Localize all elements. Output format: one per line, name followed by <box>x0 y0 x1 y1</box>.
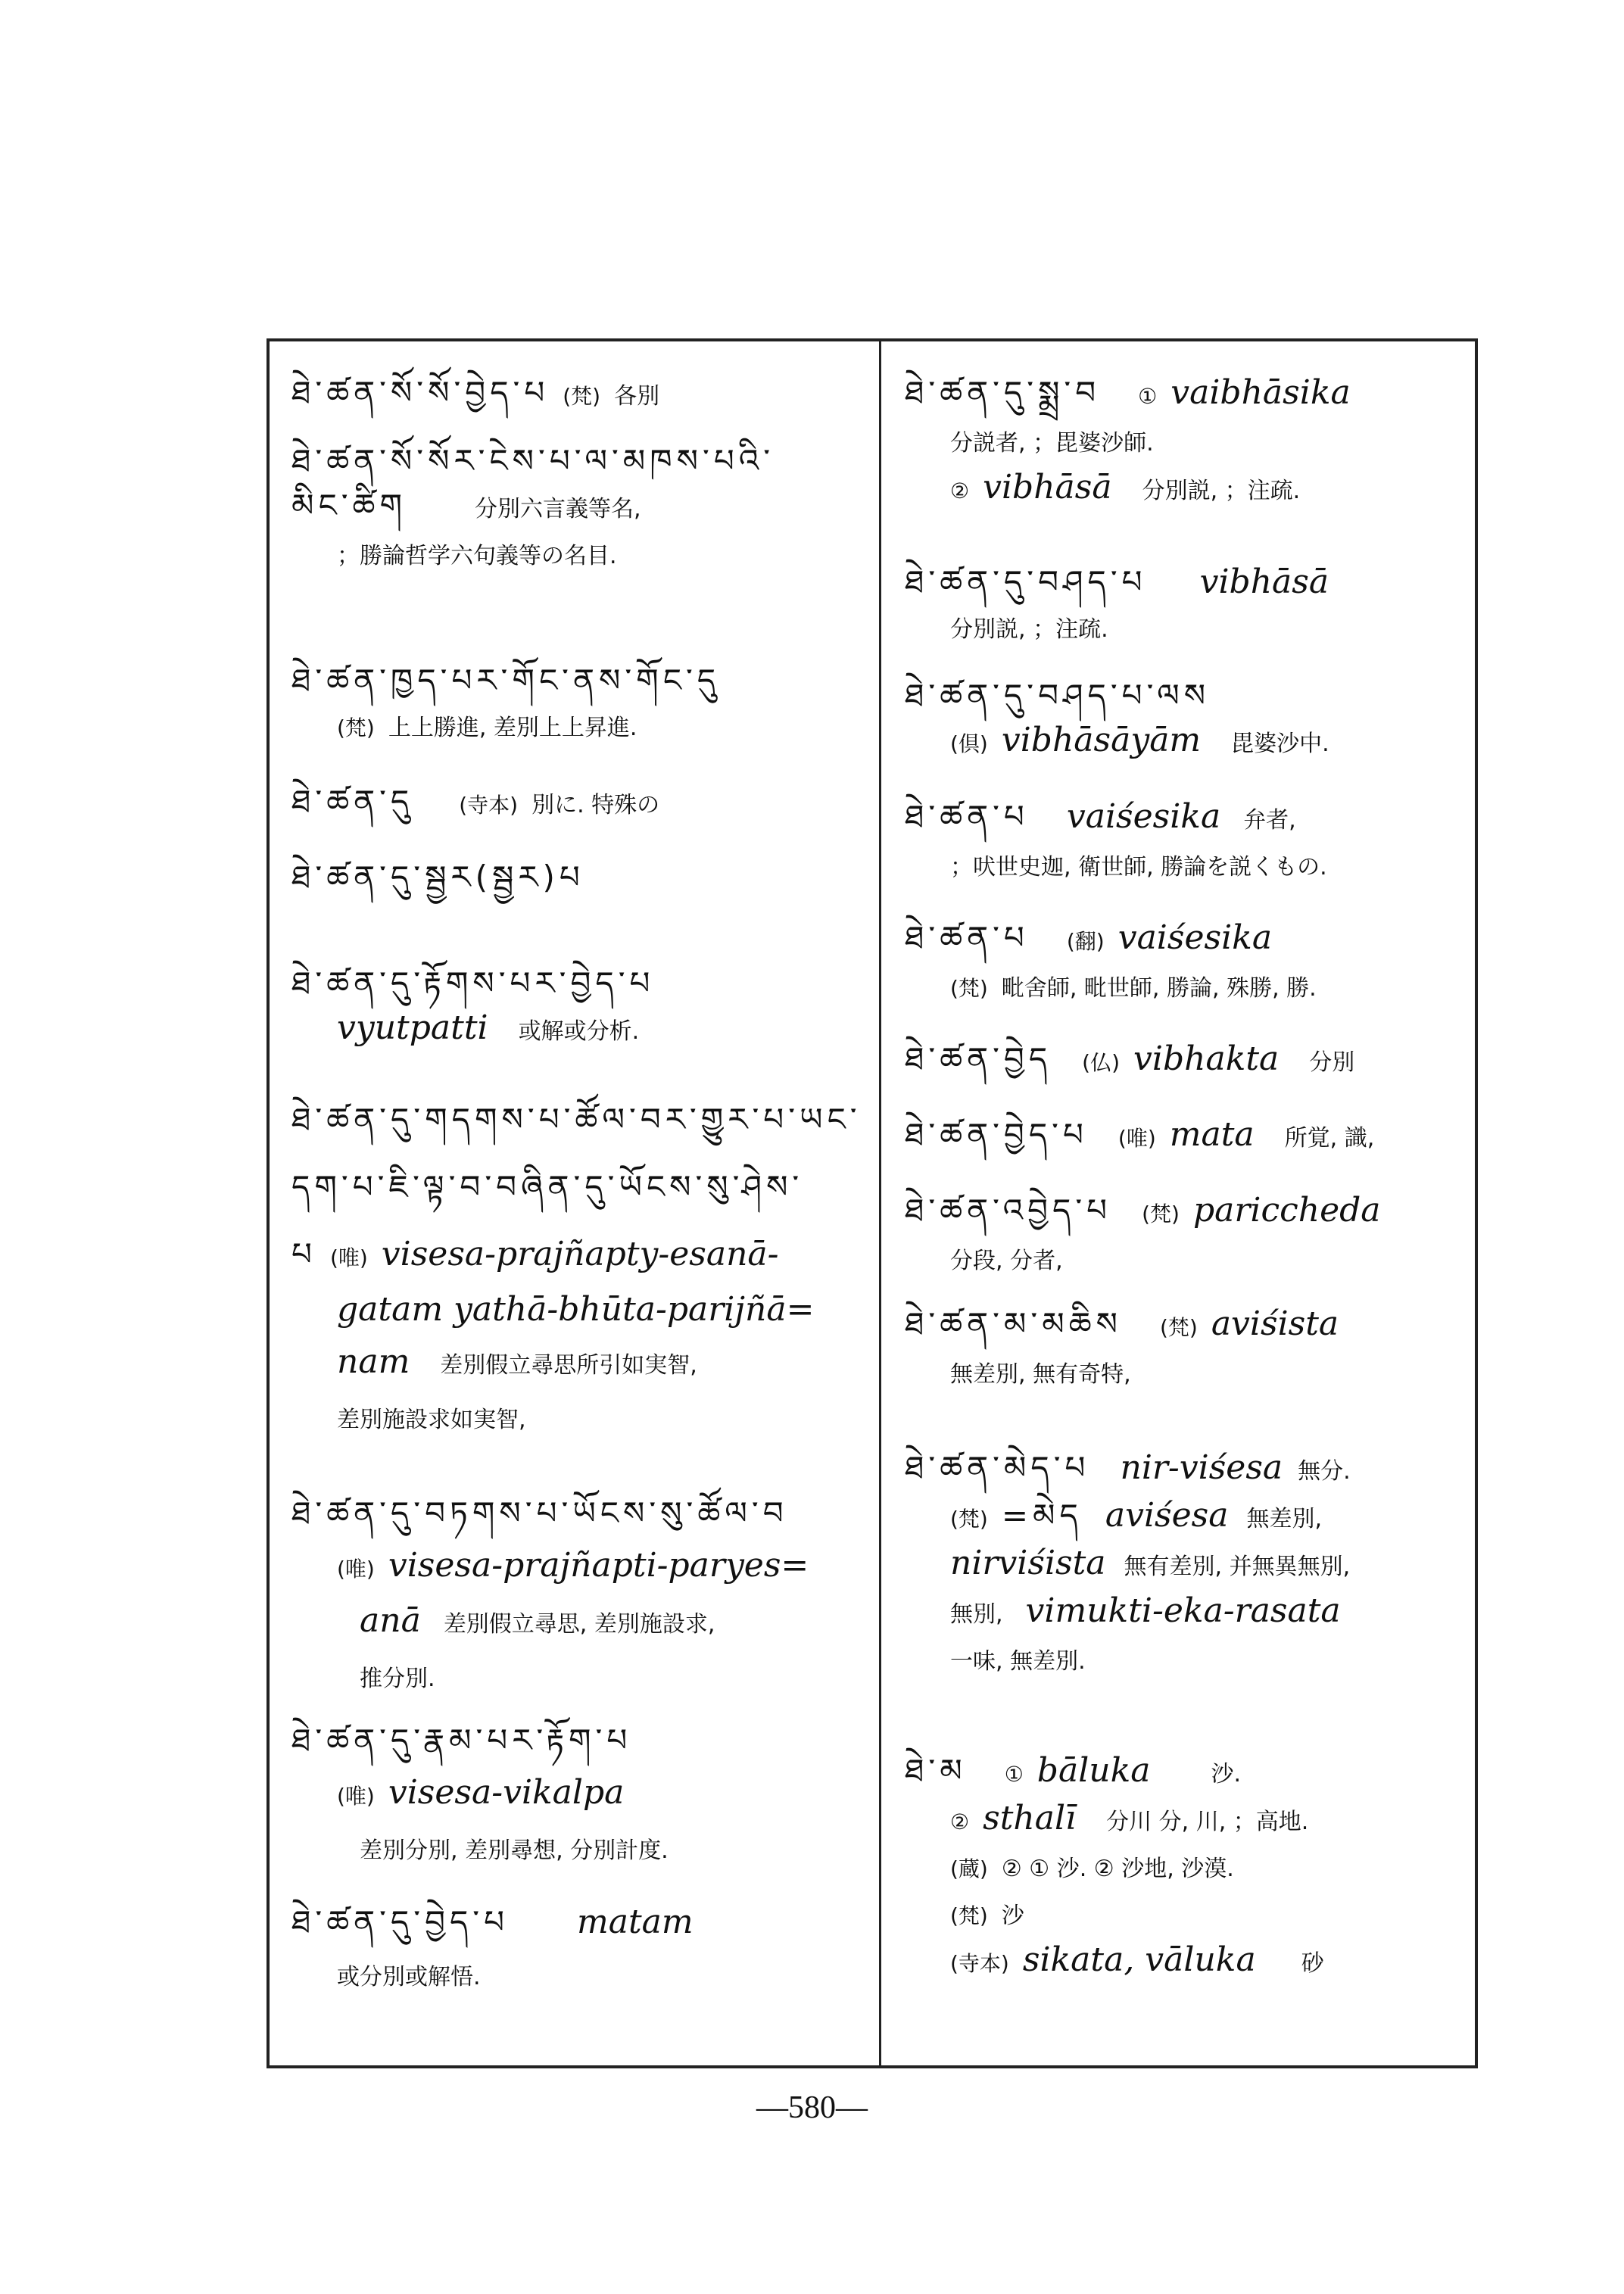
sanskrit-term: vibhāsāyām <box>1001 721 1202 759</box>
tibetan-continuation: དག་པ་ཇི་ལྟ་བ་བཞིན་དུ་ཡོངས་སུ་ཤེས་ <box>291 1168 804 1205</box>
japanese-gloss: 無分. <box>1298 1458 1351 1485</box>
sanskrit-term: visesa-prajñapty-esanā- <box>381 1235 779 1273</box>
japanese-gloss: 或分別或解悟. <box>337 1964 481 1990</box>
japanese-gloss-3: ② ① 沙. ② 沙地, 沙漠. <box>1001 1856 1234 1882</box>
japanese-gloss: 差別假立尋思所引如実智, <box>440 1352 697 1379</box>
sanskrit-term-2: gatam yathā-bhūta-parijñā= <box>337 1290 815 1329</box>
entry <box>291 962 867 1054</box>
japanese-gloss: 或解或分析. <box>518 1018 640 1045</box>
tibetan-headword: ཐེ་ཚན་དུ་གདགས་པ་ཚོལ་བར་གྱུར་པ་ཡང་ <box>291 1101 862 1138</box>
source-tag: (梵) <box>337 715 375 740</box>
source-tag: (倶) <box>950 731 988 756</box>
sanskrit-term-3: nam <box>337 1342 410 1381</box>
source-tag: (唯) <box>1117 1126 1156 1151</box>
tibetan-headword: ཐེ་ཚན་དུ་སྨྲ་བ <box>905 374 1101 411</box>
source-tag: (梵) <box>950 1507 988 1532</box>
sanskrit-term-2: vibhāsā <box>983 468 1112 506</box>
tibetan-headword: ཐེ་ཚན་བྱེད་པ <box>905 1116 1088 1153</box>
tibetan-headword: ཐེ་ཚན་དུ་རྟོགས་པར་བྱེད་པ <box>291 965 655 1002</box>
entry <box>291 1900 867 1999</box>
japanese-gloss-3: 無有差別, 并無異無別, <box>1124 1554 1351 1580</box>
entry <box>905 1113 1469 1161</box>
column-divider <box>879 340 881 2068</box>
sanskrit-term-2: aviśesa <box>1105 1496 1229 1535</box>
source-tag-2: ② <box>950 478 970 503</box>
tibetan-headword: ཐེ་ཚན་དུ་བཏགས་པ་ཡོངས་སུ་ཚོལ་བ <box>291 1495 788 1532</box>
tibetan-headword: ཐེ་ཚན་པ <box>905 919 1029 956</box>
sanskrit-term: bāluka <box>1036 1751 1151 1790</box>
tibetan-headword: ཐེ་ཚན་སོ་སོར་ངེས་པ་ལ་མཁས་པའི་ <box>291 442 775 479</box>
japanese-gloss: 沙. <box>1211 1761 1242 1788</box>
tibetan-headword: ཐེ་ཚན་དུ་བྱེད་པ <box>291 1903 510 1940</box>
source-tag-5: (寺本) <box>950 1951 1009 1976</box>
source-tag: (仏) <box>1082 1050 1121 1075</box>
entry <box>291 371 867 419</box>
japanese-gloss: 毗舍師, 毗世師, 勝論, 殊勝, 勝. <box>1001 975 1317 1002</box>
japanese-gloss-2: 分川 分, 川, ；高地. <box>1106 1809 1309 1835</box>
source-tag: (翻) <box>1066 929 1105 954</box>
sanskrit-term: paricchеda <box>1192 1191 1381 1230</box>
sanskrit-term: visesa-prajñapti-paryes= <box>388 1546 809 1585</box>
tibetan-continuation: མིང་ཚིག <box>291 487 407 524</box>
entry <box>291 659 867 750</box>
sanskrit-term: aviśista <box>1211 1304 1339 1343</box>
tibetan-headword: ཐེ་ཚན་དུ་བཤད་པ་ལས <box>905 677 1211 714</box>
tibetan-headword: ཐེ་མ <box>905 1752 967 1789</box>
source-tag: (梵) <box>1159 1315 1198 1340</box>
page-number: —580— <box>756 2090 868 2125</box>
source-tag: (唯) <box>337 1557 375 1582</box>
japanese-gloss: 所覚, 識, <box>1284 1125 1375 1152</box>
tibetan-headword: ཐེ་ཚན་མ་མཆིས <box>905 1305 1122 1342</box>
sanskrit-term: mata <box>1169 1115 1255 1154</box>
japanese-gloss-4: 沙 <box>1001 1903 1024 1929</box>
sanskrit-term: vibhakta <box>1133 1039 1280 1078</box>
sanskrit-term: vibhāsā <box>1199 563 1329 601</box>
japanese-gloss: 毘婆沙中. <box>1231 731 1329 757</box>
entry <box>291 1491 867 1701</box>
tibetan-headword: ཐེ་ཚན་མེད་པ <box>905 1449 1090 1486</box>
japanese-gloss: 分別 <box>1309 1049 1355 1076</box>
tibetan-headword: ཐེ་ཚན་ཁྱད་པར་གོང་ནས་གོང་དུ <box>291 662 721 699</box>
source-tag-4: (梵) <box>950 1903 988 1928</box>
source-tag: (唯) <box>337 1784 375 1809</box>
sanskrit-term: vaiśesika <box>1117 918 1273 957</box>
sanskrit-term-5: sikata, vāluka <box>1022 1940 1256 1979</box>
sanskrit-term-3: nirviśista <box>950 1544 1106 1582</box>
tibetan-headword: ཐེ་ཚན་པ <box>905 798 1029 835</box>
source-tag-2: (梵) <box>950 976 988 1001</box>
japanese-gloss-2: 分別説, ；注疏. <box>1142 478 1301 504</box>
entry <box>905 1302 1469 1397</box>
sanskrit-term: visesa-vikalpa <box>388 1773 625 1812</box>
sanskrit-term: nir-viśesa <box>1120 1448 1283 1487</box>
sanskrit-term: matam <box>577 1903 694 1941</box>
tibetan-headword: ཐེ་ཚན་དུ་སྦྱར(སྦྱར)པ <box>291 859 584 896</box>
entry <box>905 1037 1469 1085</box>
sanskrit-term: vaibhāsika <box>1170 373 1351 412</box>
entry <box>291 439 867 578</box>
japanese-gloss: 差別分別, 差別尋想, 分別計度. <box>360 1837 669 1864</box>
source-tag: (梵) <box>563 384 601 409</box>
sanskrit-term-4: vimukti-eka-rasata <box>1025 1591 1341 1630</box>
japanese-gloss: 各別 <box>614 383 660 410</box>
japanese-gloss-2: ；吠世史迦, 衛世師, 勝論を説くもの. <box>950 854 1327 881</box>
tibetan-headword: ཐེ་ཚན་བྱེད <box>905 1040 1052 1077</box>
source-tag: (梵) <box>1142 1202 1180 1226</box>
tibetan-headword: ཐེ་ཚན་དུ <box>291 783 414 820</box>
tibetan-headword: ཐེ་ཚན་དུ་བཤད་པ <box>905 563 1147 600</box>
sanskrit-term-2: sthalī <box>983 1799 1077 1837</box>
japanese-gloss-2: 差別施設求如実智, <box>337 1407 526 1433</box>
japanese-gloss: 分別説, ；注疏. <box>950 616 1108 643</box>
entry <box>291 780 867 828</box>
source-tag: (寺本) <box>459 793 519 818</box>
japanese-gloss-2: ；勝論哲学六句義等の名目. <box>337 543 617 569</box>
sanskrit-term-2: anā <box>360 1601 421 1640</box>
tibetan-headword: ཐེ་ཚན་སོ་སོ་བྱེད་པ <box>291 374 550 411</box>
source-tag-3: (蔵) <box>950 1856 988 1881</box>
tibetan-variant: =མེད <box>1001 1497 1083 1534</box>
tibetan-headword: ཐེ་ཚན་དུ་རྣམ་པར་རྟོག་པ <box>291 1722 632 1759</box>
japanese-gloss-5: 一味, 無差別. <box>950 1648 1086 1675</box>
japanese-gloss-4: 無別, <box>950 1601 1003 1628</box>
source-tag: ① <box>1004 1762 1024 1787</box>
entry <box>905 674 1469 766</box>
japanese-gloss: 分別六言義等名, <box>475 496 641 522</box>
tibetan-headword: ཐེ་ཚན་འབྱེད་པ <box>905 1192 1112 1229</box>
japanese-gloss: 差別假立尋思, 差別施設求, <box>443 1611 715 1638</box>
entry <box>905 916 1469 1011</box>
japanese-gloss: 別に. 特殊の <box>531 792 660 818</box>
entry <box>905 795 1469 890</box>
entry <box>905 1189 1469 1283</box>
sanskrit-term: vyutpatti <box>337 1008 488 1047</box>
entry <box>291 1098 867 1442</box>
japanese-gloss: 分段, 分者, <box>950 1248 1063 1274</box>
entry <box>905 371 1469 513</box>
tibetan-continuation: པ <box>291 1236 316 1273</box>
japanese-gloss: 無差別, 無有奇特, <box>950 1361 1131 1388</box>
japanese-gloss: 上上勝進, 差別上上昇進. <box>388 715 637 741</box>
entry <box>291 1719 867 1873</box>
japanese-gloss-2: 推分別. <box>360 1666 435 1692</box>
japanese-gloss-6: 砂 <box>1301 1950 1324 1977</box>
entry <box>291 856 867 900</box>
entry <box>905 1446 1469 1684</box>
japanese-gloss-2: 無差別, <box>1246 1506 1322 1532</box>
source-tag: (唯) <box>329 1245 368 1270</box>
japanese-gloss: 弁者, <box>1243 807 1296 834</box>
japanese-gloss: 分説者, ；毘婆沙師. <box>950 430 1154 457</box>
sanskrit-term: vaiśesika <box>1066 797 1221 836</box>
source-tag-2: ② <box>950 1809 970 1834</box>
source-tag: ① <box>1138 384 1158 409</box>
entry <box>905 560 1469 652</box>
entry <box>905 1749 1469 1986</box>
